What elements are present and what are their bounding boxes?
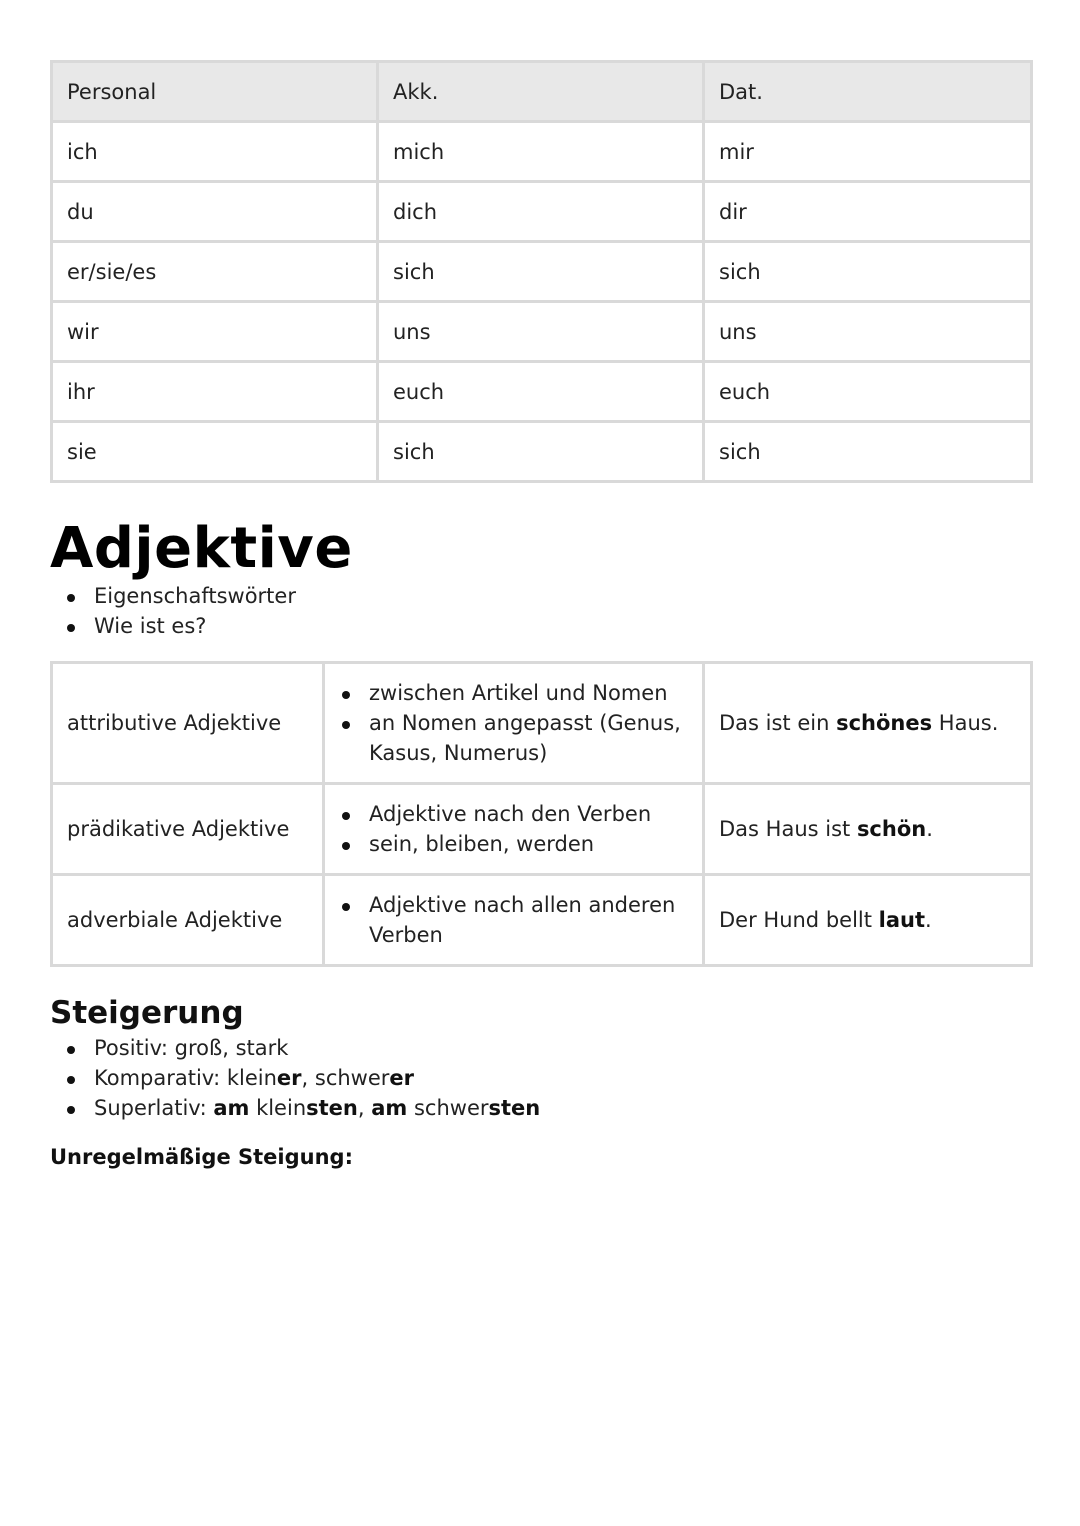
adjective-types-table — [50, 661, 1033, 967]
unregelmaessig-heading: Unregelmäßige Steigung: — [50, 1145, 353, 1169]
pronoun-table — [50, 60, 1033, 483]
list-item-superlativ — [50, 1093, 1030, 1123]
table-row — [52, 875, 1032, 966]
table-cell: uns — [378, 302, 704, 362]
word-stem: schwer — [407, 1096, 489, 1120]
description-cell — [324, 784, 704, 875]
word-suffix: er — [389, 1066, 415, 1090]
example-text: Das ist ein — [719, 711, 837, 735]
table-cell: er/sie/es — [52, 242, 378, 302]
table-cell: du — [52, 182, 378, 242]
list-item-positiv — [50, 1033, 1030, 1063]
example-adjective: schön — [856, 817, 927, 841]
header-cell: Personal — [52, 62, 378, 122]
example-adjective: schönes — [836, 711, 933, 735]
table-row — [52, 242, 1032, 302]
word-prefix: am — [371, 1096, 408, 1120]
description-cell — [324, 875, 704, 966]
table-row — [52, 122, 1032, 182]
description-list — [339, 799, 702, 859]
list-item: Adjektive nach den Verben — [339, 799, 702, 829]
separator: , — [357, 1096, 372, 1120]
positiv-label: Positiv: — [94, 1036, 175, 1060]
word-stem: klein — [249, 1096, 307, 1120]
table-cell: sich — [704, 422, 1032, 482]
list-item: Eigenschaftswörter — [50, 581, 1030, 611]
example-text: . — [926, 817, 933, 841]
description-list — [339, 890, 702, 950]
komparativ-label: Komparativ: — [94, 1066, 227, 1090]
list-item: Wie ist es? — [50, 611, 1030, 641]
example-text: Haus. — [932, 711, 999, 735]
adjective-type-cell: adverbiale Adjektive — [52, 875, 324, 966]
table-cell: euch — [704, 362, 1032, 422]
table-cell: sich — [378, 422, 704, 482]
table-row — [52, 784, 1032, 875]
example-cell — [704, 875, 1032, 966]
table-row — [52, 663, 1032, 784]
description-cell — [324, 663, 704, 784]
header-cell: Akk. — [378, 62, 704, 122]
table-cell: mich — [378, 122, 704, 182]
list-item: an Nomen angepasst (Genus, Kasus, Numerus) — [339, 708, 702, 768]
table-row — [52, 422, 1032, 482]
table-cell: euch — [378, 362, 704, 422]
word-prefix: am — [213, 1096, 250, 1120]
word-suffix: sten — [306, 1096, 358, 1120]
table-cell: ihr — [52, 362, 378, 422]
steigerung-list — [50, 1033, 1030, 1123]
positiv-text: groß, stark — [174, 1036, 289, 1060]
example-adjective: laut — [878, 908, 926, 932]
separator: , — [301, 1066, 315, 1090]
section-title-steigerung: Steigerung — [50, 995, 244, 1031]
table-row — [52, 302, 1032, 362]
table-cell: wir — [52, 302, 378, 362]
example-text: Das Haus ist — [719, 817, 857, 841]
example-text: . — [925, 908, 932, 932]
intro-bullet-list — [50, 581, 1030, 641]
table-row — [52, 182, 1032, 242]
example-cell — [704, 784, 1032, 875]
section-title-adjektive: Adjektive — [50, 516, 353, 581]
example-text: Der Hund bellt — [719, 908, 879, 932]
word-suffix: er — [276, 1066, 302, 1090]
table-cell: sie — [52, 422, 378, 482]
adjective-type-cell: attributive Adjektive — [52, 663, 324, 784]
adjective-type-cell: prädikative Adjektive — [52, 784, 324, 875]
table-cell: mir — [704, 122, 1032, 182]
table-cell: dich — [378, 182, 704, 242]
list-item: zwischen Artikel und Nomen — [339, 678, 702, 708]
table-row — [52, 362, 1032, 422]
table-cell: uns — [704, 302, 1032, 362]
header-cell: Dat. — [704, 62, 1032, 122]
table-cell: sich — [704, 242, 1032, 302]
word-stem: schwer — [314, 1066, 390, 1090]
table-cell: sich — [378, 242, 704, 302]
list-item-komparativ — [50, 1063, 1030, 1093]
list-item: sein, bleiben, werden — [339, 829, 702, 859]
document-page — [50, 60, 1030, 1169]
table-cell: ich — [52, 122, 378, 182]
word-stem: klein — [226, 1066, 277, 1090]
list-item: Adjektive nach allen anderen Verben — [339, 890, 702, 950]
superlativ-label: Superlativ: — [94, 1096, 214, 1120]
table-cell: dir — [704, 182, 1032, 242]
word-suffix: sten — [488, 1096, 541, 1120]
table-header-row — [52, 62, 1032, 122]
description-list — [339, 678, 702, 768]
example-cell — [704, 663, 1032, 784]
